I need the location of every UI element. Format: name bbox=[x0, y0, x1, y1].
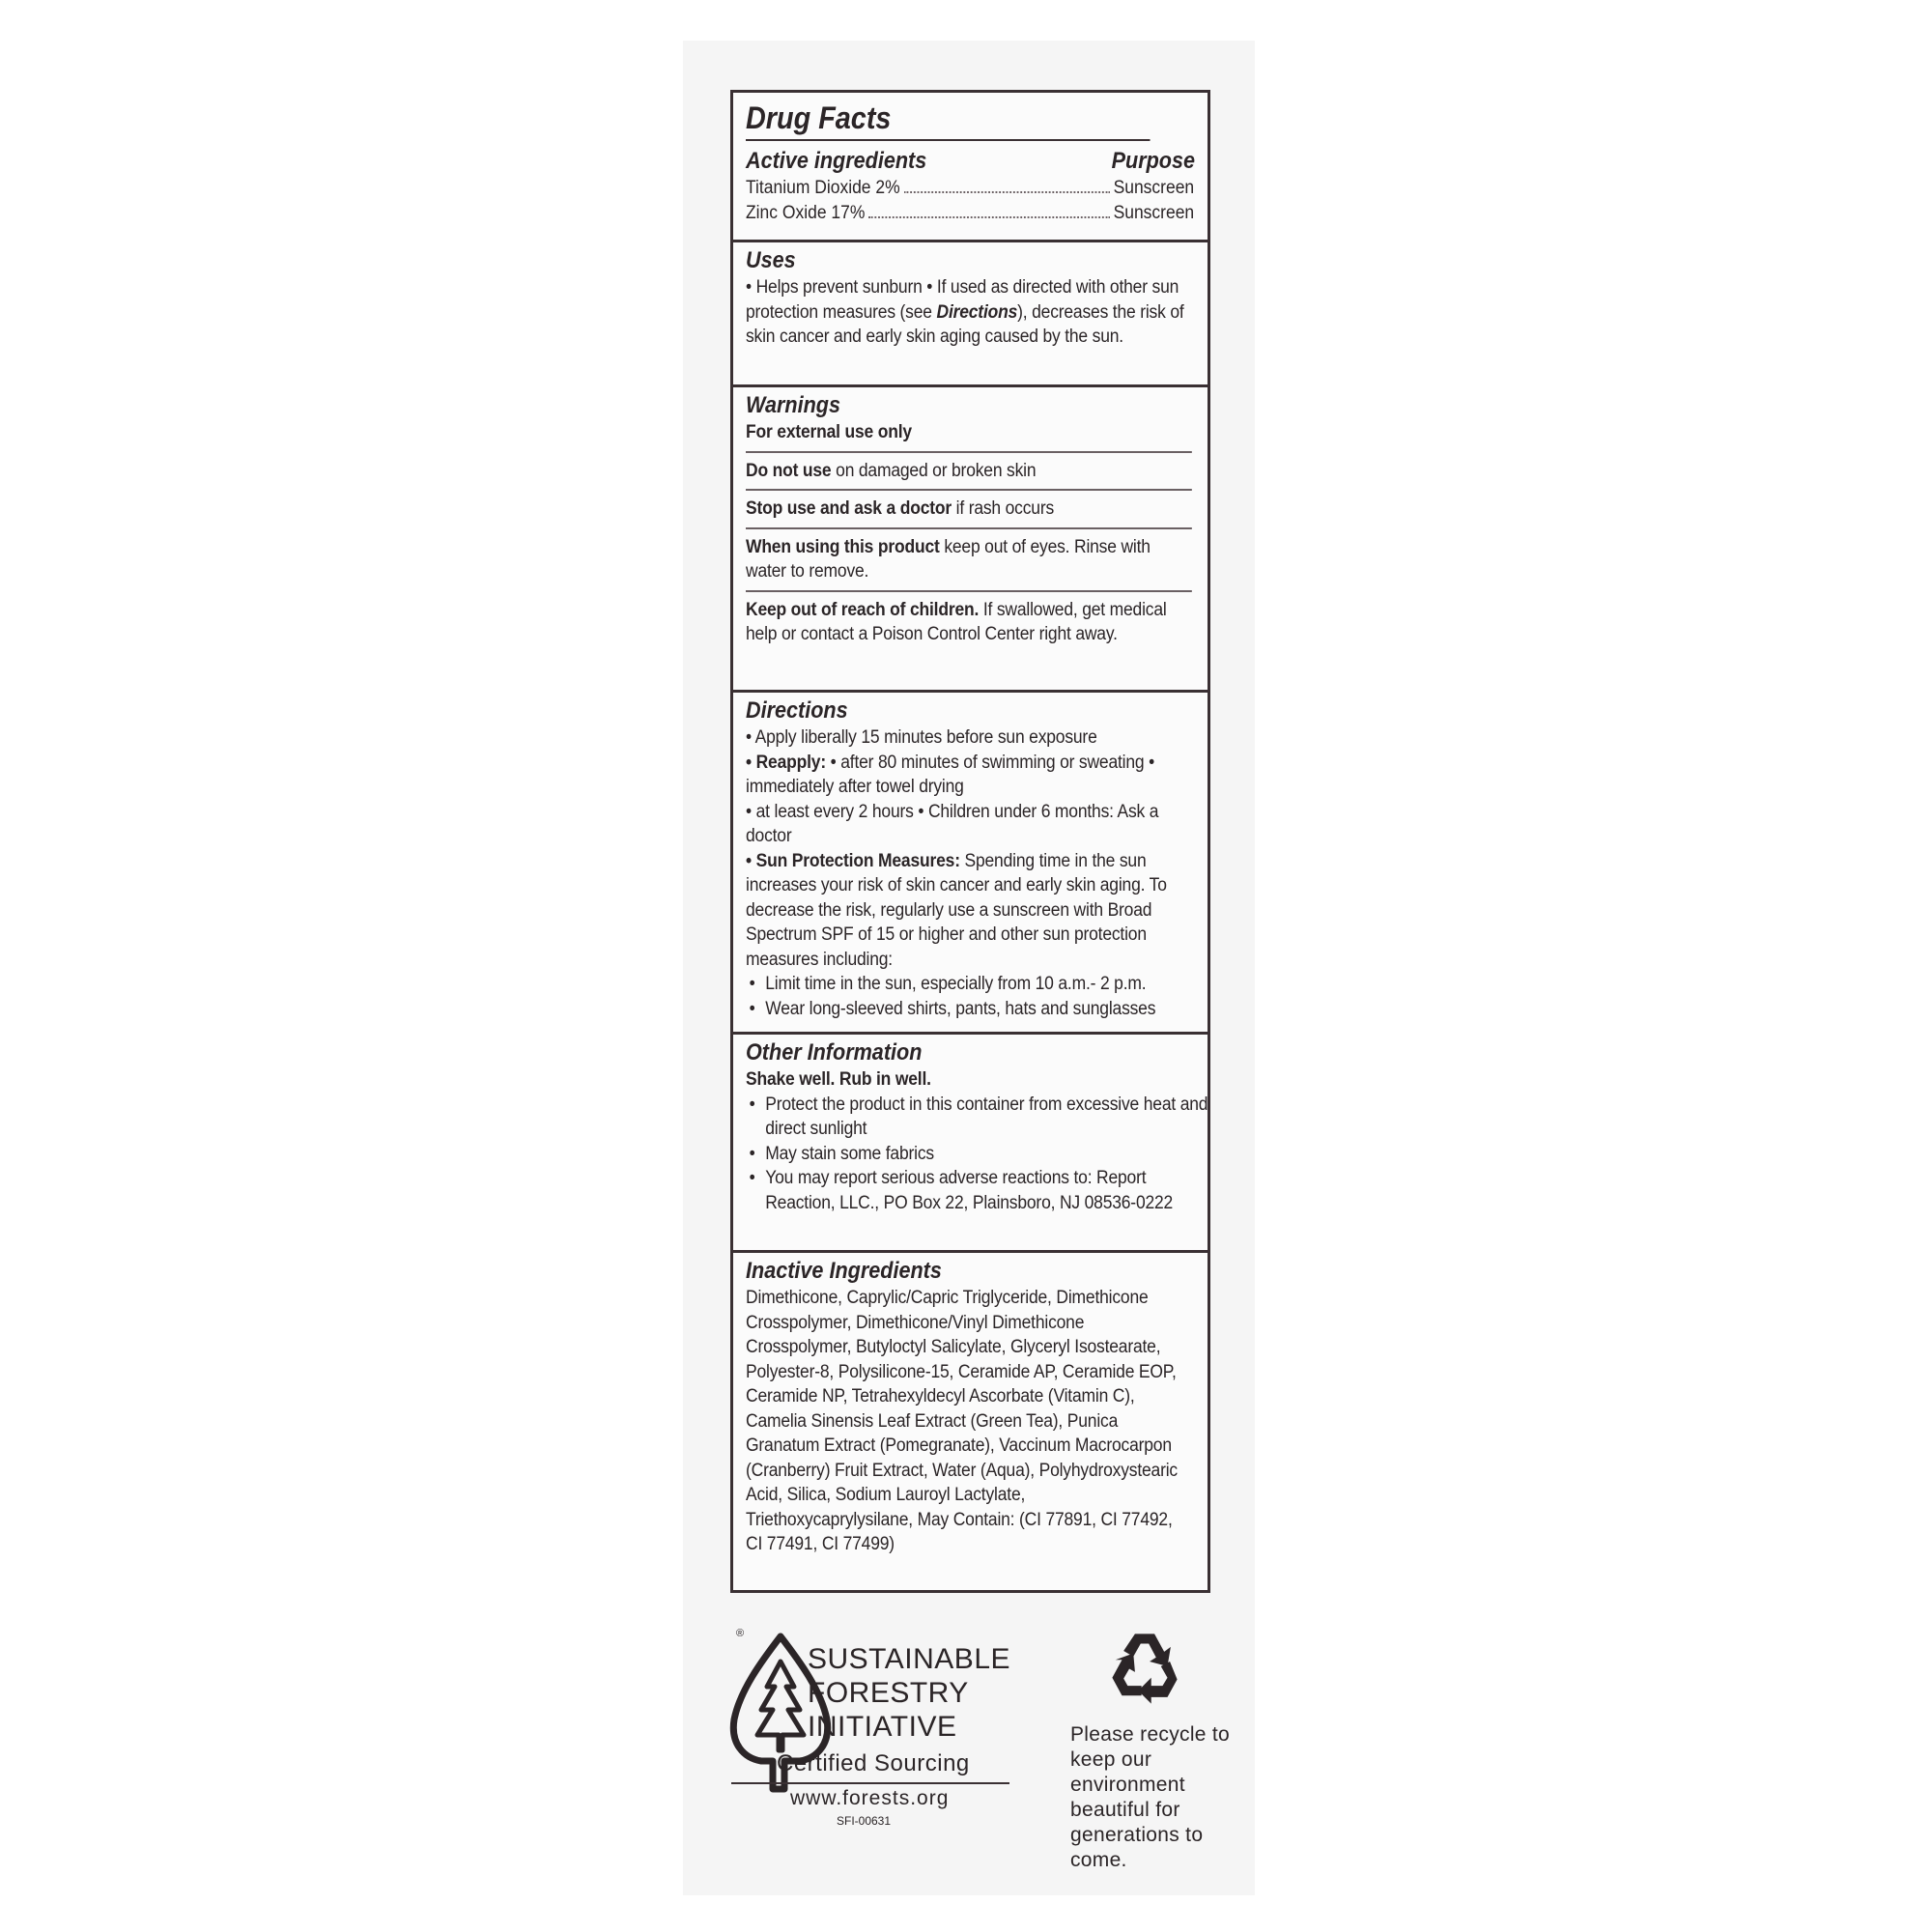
other-bullet: • You may report serious adverse reactions to: Report Reaction, LLC., PO Box 22, Plainsboro, NJ 08536-0222 bbox=[746, 1166, 1211, 1215]
active-ingredients-heading: Active ingredients bbox=[746, 148, 927, 174]
direction-sun-protection: • Sun Protection Measures: Spending time in the sun increases your risk of skin cancer and early skin aging. To decrease the risk, regularly use a sunscreen with Broad Spectrum SPF of 15 or higher and other sun protection measures including: bbox=[746, 850, 1167, 970]
sfi-code: SFI-00631 bbox=[837, 1814, 892, 1828]
other-shake: Shake well. Rub in well. bbox=[746, 1069, 931, 1090]
leader-dots bbox=[903, 191, 1110, 193]
other-information-section bbox=[733, 1035, 1208, 1253]
directions-section bbox=[733, 693, 1208, 1035]
inactive-ingredients-section bbox=[733, 1253, 1208, 1590]
ingredient-row bbox=[746, 201, 1194, 226]
sfi-line: SUSTAINABLE bbox=[808, 1643, 1011, 1675]
sfi-url: www.forests.org bbox=[790, 1787, 950, 1809]
ingredient-purpose: Sunscreen bbox=[1113, 203, 1195, 223]
sfi-line: FORESTRY bbox=[808, 1677, 969, 1709]
warnings-heading: Warnings bbox=[746, 392, 841, 418]
active-ingredients-section bbox=[733, 93, 1208, 242]
ingredient-row bbox=[746, 176, 1194, 201]
warning-keep-out-of-reach: Keep out of reach of children. If swallowed, get medical help or contact a Poison Control Center right away. bbox=[746, 590, 1192, 647]
sfi-line: INITIATIVE bbox=[808, 1711, 957, 1743]
warning-do-not-use: Do not use on damaged or broken skin bbox=[746, 451, 1192, 484]
recycle-message: Please recycle to keep our environment beautiful for generations to come. bbox=[1070, 1723, 1231, 1871]
inactive-ingredients-text: Dimethicone, Caprylic/Capric Triglyceride, Dimethicone Crosspolymer, Dimethicone/Vinyl Dimethicone Crosspolymer, Butyloctyl Salicylate, Glyceryl Isostearate, Polyester-8, Polysilicone-15, Ceramide AP, Ceramide EOP, Ceramide NP, Tetrahexyldecyl Ascorbate (Vitamin C), Camelia Sinensis Leaf Extract (Green Tea), Punica Granatum Extract (Pomegranate), Vaccinum Macrocarpon (Cranberry) Fruit Extract, Water (Aqua), Polyhydroxystearic Acid, Silica, Sodium Lauroyl Lactylate, Triethoxycaprylysilane, May Contain: (CI 77891, CI 77492, CI 77491, CI 77499) bbox=[746, 1288, 1178, 1554]
direction-bullet: • Wear long-sleeved shirts, pants, hats and sunglasses bbox=[746, 997, 1211, 1022]
ingredient-name: Titanium Dioxide 2% bbox=[746, 178, 900, 198]
direction-item: • at least every 2 hours • Children under 6 months: Ask a doctor bbox=[746, 801, 1159, 846]
warning-stop-use: Stop use and ask a doctor if rash occurs bbox=[746, 489, 1192, 522]
uses-heading: Uses bbox=[746, 247, 796, 273]
sfi-wordmark bbox=[808, 1642, 1010, 1744]
active-header-row bbox=[746, 147, 1195, 176]
other-bullet: • Protect the product in this container from excessive heat and direct sunlight bbox=[746, 1093, 1211, 1142]
leader-dots bbox=[868, 216, 1110, 218]
ingredient-name: Zinc Oxide 17% bbox=[746, 203, 866, 223]
ingredient-purpose: Sunscreen bbox=[1113, 178, 1195, 198]
sfi-divider bbox=[731, 1782, 1009, 1784]
purpose-heading: Purpose bbox=[1111, 148, 1195, 174]
uses-text: • Helps prevent sunburn • If used as directed with other sun protection measures (see Directions), decreases the risk of skin cancer and early skin aging caused by the sun. bbox=[746, 277, 1184, 347]
inactive-ingredients-heading: Inactive Ingredients bbox=[746, 1258, 942, 1284]
other-bullet: • May stain some fabrics bbox=[746, 1142, 1211, 1167]
direction-reapply: • Reapply: • after 80 minutes of swimming or sweating • immediately after towel drying bbox=[746, 752, 1155, 797]
other-information-heading: Other Information bbox=[746, 1039, 923, 1065]
recycle-icon bbox=[1104, 1629, 1185, 1704]
direction-bullet: • Limit time in the sun, especially from 10 a.m.- 2 p.m. bbox=[746, 972, 1211, 997]
directions-heading: Directions bbox=[746, 697, 848, 724]
certified-sourcing-label: Certified Sourcing bbox=[777, 1750, 970, 1776]
warning-when-using: When using this product keep out of eyes. Rinse with water to remove. bbox=[746, 527, 1192, 584]
direction-item: • Apply liberally 15 minutes before sun exposure bbox=[746, 727, 1097, 748]
uses-section bbox=[733, 242, 1208, 387]
registered-mark: ® bbox=[736, 1628, 745, 1639]
drug-facts-box bbox=[730, 90, 1210, 1593]
warnings-section bbox=[733, 387, 1208, 693]
warning-external: For external use only bbox=[746, 422, 912, 442]
drug-facts-title: Drug Facts bbox=[746, 97, 1151, 141]
